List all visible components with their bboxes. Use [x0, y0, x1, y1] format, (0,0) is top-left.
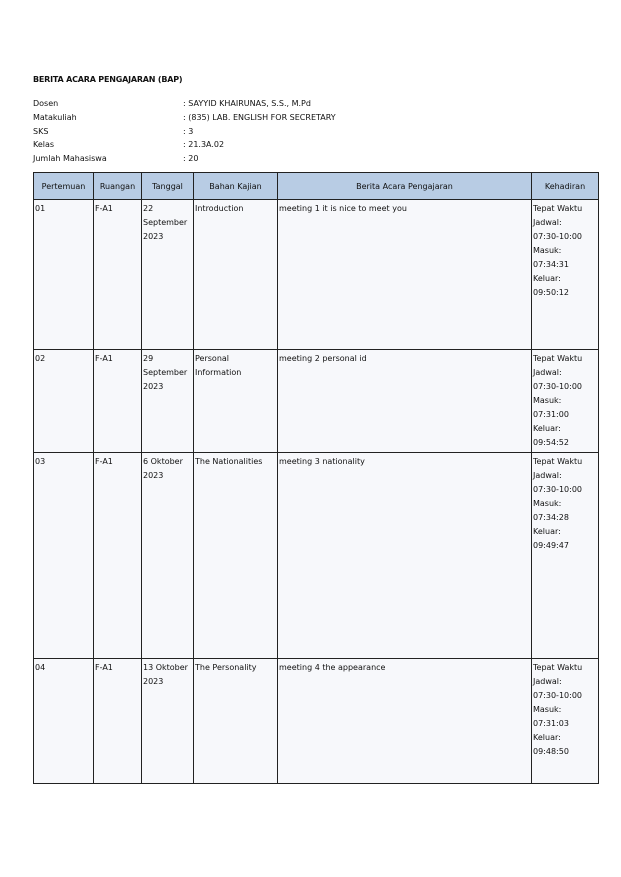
cell-ruangan: F-A1 — [94, 453, 142, 659]
kehadiran-status: Tepat Waktu — [533, 663, 583, 672]
info-value: : SAYYID KHAIRUNAS, S.S., M.Pd — [183, 99, 311, 108]
cell-bahan-kajian: The Personality — [194, 659, 278, 784]
cell-berita-acara: meeting 2 personal id — [278, 350, 532, 453]
cell-bahan-kajian: The Nationalities — [194, 453, 278, 659]
kehadiran-status: Tepat Waktu — [533, 457, 583, 466]
header-tanggal: Tanggal — [142, 173, 194, 200]
kehadiran-keluar-label: Keluar: — [533, 424, 561, 433]
info-label: SKS — [33, 126, 49, 136]
cell-ruangan: F-A1 — [94, 350, 142, 453]
info-row-matakuliah — [33, 111, 336, 125]
cell-pertemuan: 03 — [34, 453, 94, 659]
info-row-dosen — [33, 97, 336, 111]
header-bahan-kajian: Bahan Kajian — [194, 173, 278, 200]
info-value: : 3 — [183, 126, 194, 136]
kehadiran-status: Tepat Waktu — [533, 354, 583, 363]
kehadiran-jadwal-label: Jadwal: — [533, 368, 562, 377]
document-title: BERITA ACARA PENGAJARAN (BAP) — [33, 75, 183, 84]
kehadiran-jadwal-value: 07:30-10:00 — [533, 232, 582, 241]
cell-berita-acara: meeting 3 nationality — [278, 453, 532, 659]
bap-table — [33, 172, 599, 784]
info-row-jumlah-mahasiswa — [33, 152, 336, 166]
cell-pertemuan: 02 — [34, 350, 94, 453]
cell-ruangan: F-A1 — [94, 200, 142, 350]
kehadiran-jadwal-label: Jadwal: — [533, 471, 562, 480]
info-value: : 20 — [183, 154, 199, 164]
cell-bahan-kajian: Introduction — [194, 200, 278, 350]
table-row — [34, 659, 599, 784]
info-value: : (835) LAB. ENGLISH FOR SECRETARY — [183, 112, 336, 122]
info-label: Kelas — [33, 140, 55, 150]
info-row-kelas — [33, 138, 336, 152]
header-kehadiran: Kehadiran — [532, 173, 599, 200]
cell-tanggal: 13 Oktober 2023 — [142, 659, 194, 784]
cell-berita-acara: meeting 1 it is nice to meet you — [278, 200, 532, 350]
cell-bahan-kajian: Personal Information — [194, 350, 278, 453]
kehadiran-jadwal-value: 07:30-10:00 — [533, 382, 582, 391]
kehadiran-masuk-value: 07:34:31 — [533, 260, 569, 269]
kehadiran-masuk-value: 07:31:03 — [533, 719, 569, 728]
kehadiran-keluar-label: Keluar: — [533, 527, 561, 536]
table-header-row — [34, 173, 599, 200]
cell-berita-acara: meeting 4 the appearance — [278, 659, 532, 784]
cell-kehadiran — [532, 200, 599, 350]
kehadiran-masuk-label: Masuk: — [533, 705, 562, 714]
table-row — [34, 200, 599, 350]
kehadiran-keluar-label: Keluar: — [533, 274, 561, 283]
kehadiran-status: Tepat Waktu — [533, 204, 583, 213]
kehadiran-masuk-label: Masuk: — [533, 499, 562, 508]
table-row — [34, 350, 599, 453]
kehadiran-keluar-value: 09:50:12 — [533, 288, 569, 297]
cell-kehadiran — [532, 350, 599, 453]
kehadiran-keluar-value: 09:54:52 — [533, 438, 569, 447]
cell-tanggal: 29 September 2023 — [142, 350, 194, 453]
cell-kehadiran — [532, 659, 599, 784]
kehadiran-masuk-label: Masuk: — [533, 246, 562, 255]
table-row — [34, 453, 599, 659]
cell-kehadiran — [532, 453, 599, 659]
kehadiran-masuk-value: 07:34:28 — [533, 513, 569, 522]
info-row-sks — [33, 125, 336, 139]
course-info — [33, 97, 336, 166]
header-ruangan: Ruangan — [94, 173, 142, 200]
cell-tanggal: 22 September 2023 — [142, 200, 194, 350]
info-label: Matakuliah — [33, 112, 77, 122]
cell-tanggal: 6 Oktober 2023 — [142, 453, 194, 659]
kehadiran-jadwal-label: Jadwal: — [533, 677, 562, 686]
cell-pertemuan: 04 — [34, 659, 94, 784]
header-berita-acara: Berita Acara Pengajaran — [278, 173, 532, 200]
kehadiran-keluar-value: 09:49:47 — [533, 541, 569, 550]
kehadiran-jadwal-value: 07:30-10:00 — [533, 691, 582, 700]
kehadiran-masuk-value: 07:31:00 — [533, 410, 569, 419]
kehadiran-masuk-label: Masuk: — [533, 396, 562, 405]
header-pertemuan: Pertemuan — [34, 173, 94, 200]
kehadiran-jadwal-value: 07:30-10:00 — [533, 485, 582, 494]
kehadiran-keluar-label: Keluar: — [533, 733, 561, 742]
cell-ruangan: F-A1 — [94, 659, 142, 784]
info-value: : 21.3A.02 — [183, 140, 225, 150]
kehadiran-jadwal-label: Jadwal: — [533, 218, 562, 227]
info-label: Jumlah Mahasiswa — [33, 154, 107, 164]
cell-pertemuan: 01 — [34, 200, 94, 350]
info-label: Dosen — [33, 99, 59, 108]
kehadiran-keluar-value: 09:48:50 — [533, 747, 569, 756]
